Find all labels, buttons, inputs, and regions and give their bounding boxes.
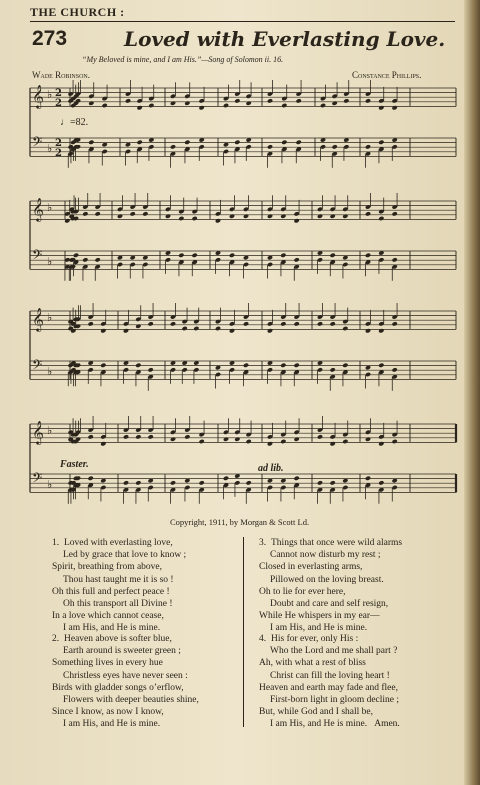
note-head — [117, 214, 123, 219]
verse-column-divider — [243, 537, 244, 727]
note-head — [267, 214, 273, 219]
treble-clef: 𝄞 — [32, 420, 44, 444]
scripture-reference: “My Beloved is mine, and I am His.”—Song of Solomon ii. 16. — [82, 55, 284, 64]
note-head — [365, 211, 371, 216]
note-head — [330, 480, 336, 485]
note-head — [142, 211, 148, 216]
key-signature-flat: ♭ — [47, 201, 53, 214]
ad-lib-marking: ad lib. — [258, 463, 284, 474]
faster-marking: Faster. — [60, 459, 89, 470]
note-head — [148, 367, 154, 372]
note-head — [184, 101, 190, 106]
verse-line: Oh to lie for ever here, — [259, 586, 346, 597]
verse-line: Who the Lord and me shall part ? — [270, 646, 398, 657]
note-head — [182, 326, 188, 331]
note-head — [199, 480, 205, 485]
verse-line: But, while God and I shall be, — [259, 707, 373, 718]
note-head — [392, 321, 398, 326]
note-head — [280, 363, 286, 368]
bass-clef: 𝄢 — [32, 470, 43, 489]
verse-line: While He whispers in my ear— — [259, 611, 380, 622]
note-head — [281, 103, 287, 108]
bass-clef: 𝄢 — [32, 134, 43, 153]
note-head — [95, 211, 101, 216]
verse-line: Heaven and earth may fade and flee, — [259, 682, 398, 693]
note-head — [280, 439, 286, 444]
note-head — [317, 321, 323, 326]
verse-line: Something lives in every hue — [52, 658, 163, 669]
note-head — [215, 326, 221, 331]
note-head — [192, 253, 198, 258]
section-heading: THE CHURCH : — [30, 5, 125, 19]
note-head — [165, 214, 171, 219]
verse-line: I am His, and He is mine. — [270, 623, 368, 634]
note-head — [234, 140, 240, 145]
verse-line: Christ can fill the loving heart ! — [270, 670, 390, 681]
note-head — [100, 328, 106, 333]
verse-line: Thou hast taught me it is so ! — [63, 574, 174, 585]
note-head — [137, 105, 143, 110]
note-head — [123, 328, 129, 333]
note-head — [170, 101, 176, 106]
note-head — [296, 140, 302, 145]
note-head — [343, 98, 349, 103]
note-head — [102, 103, 108, 108]
note-head — [378, 105, 384, 110]
note-head — [296, 98, 302, 103]
note-head — [193, 326, 199, 331]
note-head — [223, 103, 229, 108]
note-head — [294, 218, 300, 223]
note-head — [342, 326, 348, 331]
verse-line: Things that once were wild alarms — [271, 538, 403, 548]
note-head — [192, 216, 198, 221]
note-head — [246, 439, 252, 444]
note-head — [88, 476, 94, 481]
verse-line: Doubt and care and self resign, — [270, 599, 389, 610]
note-head — [184, 140, 190, 145]
note-head — [135, 480, 141, 485]
note-head — [88, 101, 94, 106]
note-head — [229, 214, 235, 219]
note-head — [330, 441, 336, 446]
note-head — [215, 218, 221, 223]
note-head — [82, 257, 88, 262]
note-head — [135, 363, 141, 368]
note-head — [178, 253, 184, 258]
key-signature-flat: ♭ — [47, 424, 53, 437]
note-head — [378, 140, 384, 145]
note-head — [125, 98, 131, 103]
note-head — [294, 437, 300, 442]
note-head — [280, 214, 286, 219]
note-head — [317, 434, 323, 439]
hymn-title: Loved with Everlasting Love. — [124, 27, 446, 51]
note-head — [365, 328, 371, 333]
note-head — [365, 437, 371, 442]
verse-line: Loved with everlasting love, — [64, 538, 173, 548]
verse-line: Earth around is sweeter green ; — [63, 646, 181, 657]
note-head — [392, 257, 398, 262]
key-signature-flat: ♭ — [47, 311, 53, 324]
note-head — [330, 321, 336, 326]
verse-line: Since I know, as now I know, — [52, 707, 164, 718]
note-head — [135, 434, 141, 439]
key-signature-flat: ♭ — [47, 142, 53, 155]
verse-line: I am His, and He is mine. — [270, 719, 368, 730]
key-signature-flat: ♭ — [47, 365, 53, 378]
author-credit: Wade Robinson. — [32, 70, 90, 80]
verse-line: Flowers with deeper beauties shine, — [63, 695, 199, 706]
verse-number: 1. — [52, 538, 60, 548]
note-head — [229, 328, 235, 333]
verse-line: His for ever, only His : — [271, 634, 359, 644]
note-head — [243, 214, 249, 219]
note-head — [246, 480, 252, 485]
note-head — [332, 101, 338, 106]
note-head — [223, 437, 229, 442]
note-head — [88, 434, 94, 439]
note-head — [243, 363, 249, 368]
verse-number: 2. — [52, 634, 60, 644]
time-signature: 2 — [55, 148, 62, 159]
note-head — [234, 437, 240, 442]
note-head — [267, 441, 273, 446]
note-head — [95, 257, 101, 262]
note-head — [365, 144, 371, 149]
verse-line: Heaven above is softer blue, — [64, 634, 172, 644]
note-head — [148, 103, 154, 108]
note-head — [317, 214, 323, 219]
note-head — [294, 476, 300, 481]
note-head — [392, 211, 398, 216]
note-head — [378, 480, 384, 485]
note-head — [281, 140, 287, 145]
verse-1 — [52, 537, 186, 635]
time-signature: 2 — [55, 88, 62, 99]
note-head — [317, 480, 323, 485]
note-head — [123, 480, 129, 485]
note-head — [342, 214, 348, 219]
tempo-marking: ♩=82. — [60, 117, 89, 128]
note-head — [234, 98, 240, 103]
verse-line: Closed in everlasting arms, — [259, 562, 363, 573]
note-head — [392, 439, 398, 444]
treble-clef: 𝄞 — [32, 307, 44, 331]
note-head — [170, 437, 176, 442]
note-head — [294, 257, 300, 262]
note-head — [170, 321, 176, 326]
treble-clef: 𝄞 — [32, 197, 44, 221]
verse-line: I am His, and He is mine. — [63, 719, 161, 730]
note-head — [330, 214, 336, 219]
key-signature-flat: ♭ — [47, 478, 53, 491]
bass-clef: 𝄢 — [32, 357, 43, 376]
verse-line: Cannot now disturb my rest ; — [270, 550, 381, 561]
note-head — [365, 476, 371, 481]
note-head — [280, 253, 286, 258]
verse-line: In a love which cannot cease, — [52, 611, 164, 622]
treble-clef: 𝄞 — [32, 84, 44, 108]
copyright-notice: Copyright, 1911, by Morgan & Scott Ld. — [170, 517, 310, 527]
note-head — [100, 363, 106, 368]
verse-line: Oh this transport all Divine ! — [63, 599, 173, 610]
note-head — [229, 253, 235, 258]
note-head — [280, 321, 286, 326]
note-head — [243, 321, 249, 326]
note-head — [342, 439, 348, 444]
note-head — [330, 367, 336, 372]
note-head — [88, 321, 94, 326]
verse-line: Christless eyes have never seen : — [63, 670, 188, 681]
note-head — [267, 144, 273, 149]
note-head — [365, 253, 371, 258]
note-head — [267, 98, 273, 103]
verse-line: Led by grace that love to know ; — [63, 550, 187, 561]
note-head — [294, 321, 300, 326]
note-head — [123, 434, 129, 439]
note-head — [178, 216, 184, 221]
composer-credit: Constance Phillips. — [352, 70, 422, 80]
page-edge — [464, 0, 480, 785]
note-head — [332, 144, 338, 149]
verse-3 — [259, 537, 402, 635]
note-head — [199, 439, 205, 444]
verse-line: First-born light in gloom decline ; — [270, 695, 400, 706]
time-signature: 2 — [55, 98, 62, 109]
time-signature: 2 — [55, 138, 62, 149]
note-head — [392, 367, 398, 372]
verse-number: 3. — [259, 538, 267, 548]
verse-2 — [52, 633, 199, 731]
note-head — [342, 363, 348, 368]
note-head — [378, 328, 384, 333]
note-head — [378, 441, 384, 446]
note-head — [320, 103, 326, 108]
note-head — [170, 480, 176, 485]
verse-4 — [259, 633, 400, 731]
note-head — [100, 441, 106, 446]
note-head — [82, 211, 88, 216]
note-head — [246, 101, 252, 106]
verse-line: Spirit, breathing from above, — [52, 562, 163, 573]
note-head — [137, 140, 143, 145]
verse-line: Pillowed on the loving breast. — [270, 574, 384, 585]
note-head — [148, 321, 154, 326]
verse-line: I am His, and He is mine. — [63, 623, 161, 634]
note-head — [267, 328, 273, 333]
key-signature-flat: ♭ — [47, 88, 53, 101]
bass-clef: 𝄢 — [32, 247, 43, 266]
note-head — [223, 476, 229, 481]
note-head — [184, 434, 190, 439]
note-head — [365, 98, 371, 103]
note-head — [135, 324, 141, 329]
note-head — [199, 105, 205, 110]
hymn-number: 273 — [32, 27, 68, 50]
note-head — [88, 140, 94, 145]
amen: Amen. — [374, 719, 400, 730]
note-head — [378, 216, 384, 221]
note-head — [392, 105, 398, 110]
note-head — [130, 211, 136, 216]
note-head — [330, 253, 336, 258]
verse-number: 4. — [259, 634, 267, 644]
note-head — [294, 363, 300, 368]
key-signature-flat: ♭ — [47, 255, 53, 268]
verse-line: Ah, with what a rest of bliss — [259, 658, 366, 669]
verse-line: Oh this full and perfect peace ! — [52, 586, 170, 597]
note-head — [378, 363, 384, 368]
note-head — [73, 253, 79, 258]
note-head — [148, 434, 154, 439]
note-head — [170, 144, 176, 149]
verse-line: Birds with gladder songs o’erflow, — [52, 682, 184, 693]
